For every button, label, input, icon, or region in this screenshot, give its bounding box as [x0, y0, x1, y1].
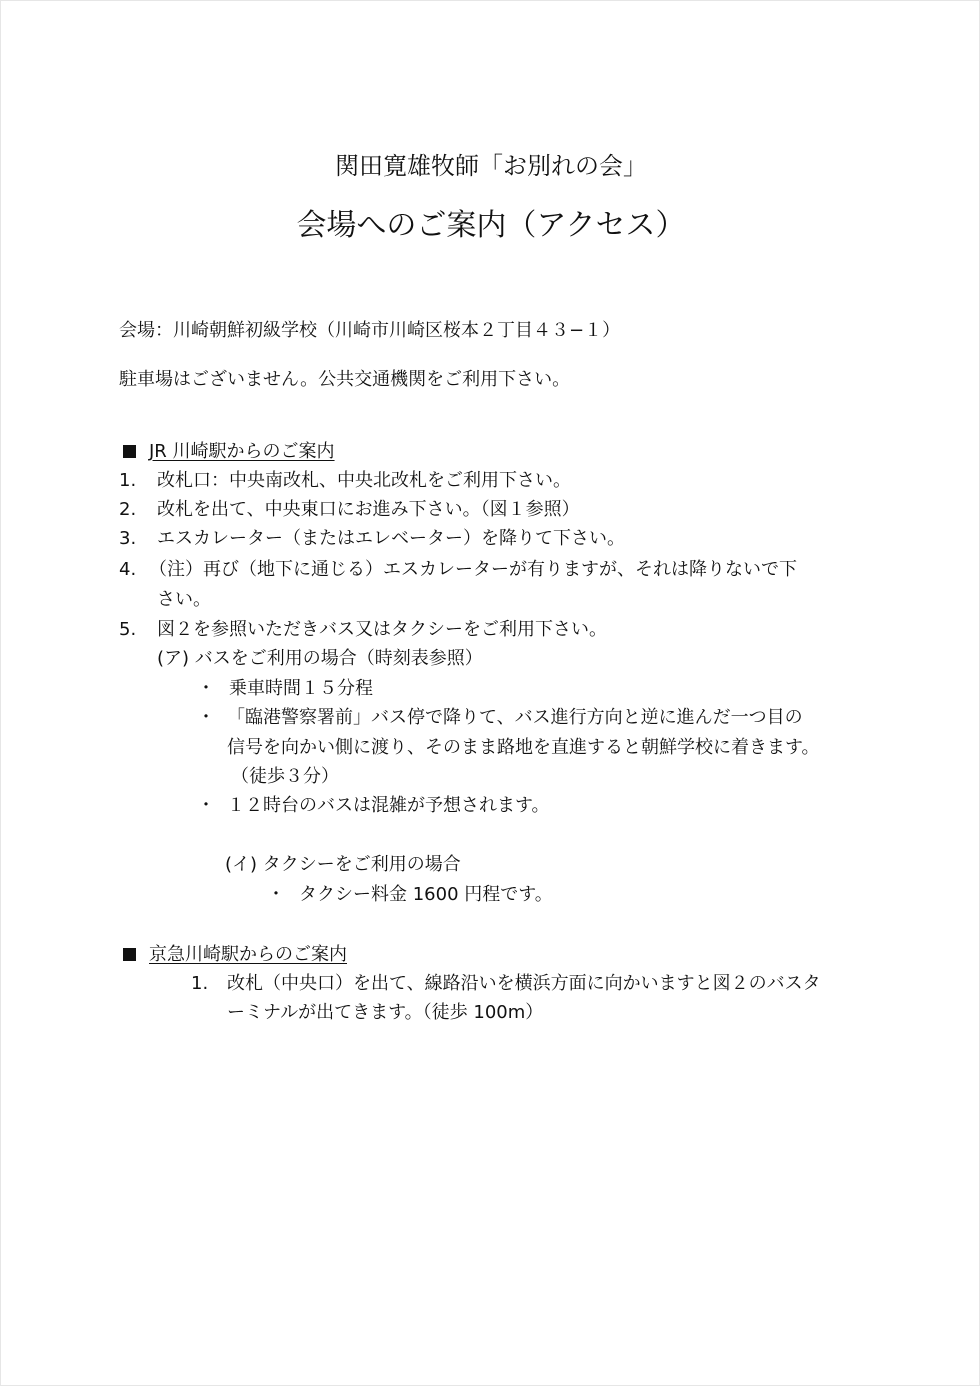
- bus-point: 乗車時間１５分程: [229, 678, 373, 699]
- bullet-dot-icon: ・: [267, 884, 285, 905]
- bullet-dot-icon: ・: [197, 707, 215, 728]
- bus-option-label: (ア) バスをご利用の場合（時刻表参照）: [157, 648, 483, 669]
- page-title: 関田寛雄牧師「お別れの会」: [335, 152, 647, 180]
- list-item: 改札（中央口）を出て、線路沿いを横浜方面に向かいますと図２のバスタ: [227, 973, 821, 994]
- list-item-number: 3.: [119, 528, 137, 549]
- bullet-dot-icon: ・: [197, 678, 215, 699]
- list-item-number: 2.: [119, 499, 137, 520]
- list-item: エスカレーター（またはエレベーター）を降りて下さい。: [157, 528, 625, 549]
- taxi-option-label: (イ) タクシーをご利用の場合: [225, 854, 461, 875]
- keikyu-section-heading: 京急川崎駅からのご案内: [149, 944, 347, 965]
- list-item-continuation: ーミナルが出てきます。（徒歩 100m）: [227, 1002, 544, 1023]
- list-item-number: 4.: [119, 559, 137, 580]
- list-item: （注）再び（地下に通じる）エスカレーターが有りますが、それは降りないで下: [149, 559, 797, 580]
- venue-location: 会場：川崎朝鮮初級学校（川崎市川崎区桜本２丁目４３−１）: [119, 320, 621, 341]
- list-item-number: 1.: [191, 973, 209, 994]
- list-item-number: 1.: [119, 470, 137, 491]
- square-bullet-icon: [123, 445, 136, 458]
- page-subtitle: 会場へのご案内（アクセス）: [296, 208, 686, 243]
- list-item-number: 5.: [119, 619, 137, 640]
- bus-point-continuation: 信号を向かい側に渡り、そのまま路地を直進すると朝鮮学校に着きます。: [227, 737, 820, 758]
- jr-section-heading: JR 川崎駅からのご案内: [149, 441, 335, 462]
- square-bullet-icon: [123, 948, 136, 961]
- parking-note: 駐車場はございません。公共交通機関をご利用下さい。: [119, 369, 571, 390]
- bus-point: 「臨港警察署前」バス停で降りて、バス進行方向と逆に進んだ一つ目の: [227, 707, 803, 728]
- taxi-point: タクシー料金 1600 円程です。: [299, 884, 553, 905]
- bus-point-continuation: （徒歩３分）: [231, 766, 339, 787]
- list-item: 改札を出て、中央東口にお進み下さい。（図１参照）: [157, 499, 580, 520]
- bus-point: １２時台のバスは混雑が予想されます。: [227, 795, 550, 816]
- list-item: 改札口：中央南改札、中央北改札をご利用下さい。: [157, 470, 571, 491]
- bullet-dot-icon: ・: [197, 795, 215, 816]
- list-item: 図２を参照いただきバス又はタクシーをご利用下さい。: [157, 619, 607, 640]
- list-item-continuation: さい。: [157, 589, 211, 610]
